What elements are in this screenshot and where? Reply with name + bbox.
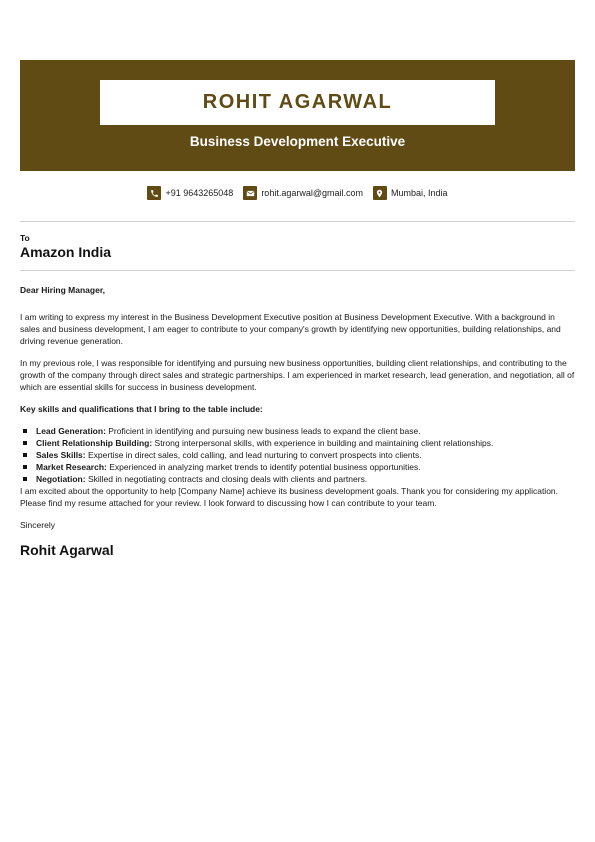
bullet-icon <box>23 477 27 481</box>
envelope-icon <box>243 186 257 200</box>
signature-name: Rohit Agarwal <box>20 542 114 558</box>
skill-item <box>20 437 576 449</box>
name-box <box>100 80 495 125</box>
divider-bottom <box>20 270 575 271</box>
contact-location <box>373 186 448 200</box>
paragraph: I am writing to express my interest in the Business Development Executive position at Business Development Executive. With a background in sales and business development, I am eager to contribute to your company's growth by identifying new opportunities, building relationships, and driving revenue generation. <box>20 312 561 346</box>
header-band <box>20 60 575 171</box>
skill-title: Client Relationship Building: <box>36 438 153 448</box>
skill-text: Experienced in analyzing market trends to identify potential business opportunities. <box>106 462 421 472</box>
phone-icon <box>147 186 161 200</box>
skill-title: Lead Generation: <box>36 426 106 436</box>
skill-item <box>20 461 576 473</box>
skill-text: Strong interpersonal skills, with experience in building and maintaining client relationships. <box>152 438 494 448</box>
salutation: Dear Hiring Manager, <box>20 285 106 295</box>
bullet-icon <box>23 429 27 433</box>
closing-paragraph: I am excited about the opportunity to help [Company Name] achieve its business development goals. Thank you for considering my application. Please find my resume attached for your review. I look forward to discussing how I can contribute to your team. <box>20 486 559 508</box>
skill-text: Proficient in identifying and pursuing new business leads to expand the client base. <box>105 426 421 436</box>
skill-title: Market Research: <box>36 462 107 472</box>
contact-email <box>243 186 363 200</box>
skill-item <box>20 473 576 485</box>
to-label: To <box>20 233 30 243</box>
bullet-icon <box>23 465 27 469</box>
contact-row <box>0 185 595 201</box>
paragraph: In my previous role, I was responsible for identifying and pursuing new business opportunities, building client relationships, and contributing to the growth of the company through direct sales and strategic partnerships. I am experienced in market research, lead generation, and negotiation, all of which are essential skills for success in business development. <box>20 358 575 392</box>
skill-text: Skilled in negotiating contracts and closing deals with clients and partners. <box>85 474 368 484</box>
recipient-company: Amazon India <box>20 244 112 260</box>
contact-phone <box>147 186 233 200</box>
bullet-icon <box>23 441 27 445</box>
divider-top <box>20 221 575 222</box>
job-title: Business Development Executive <box>189 134 406 149</box>
map-pin-icon <box>373 186 387 200</box>
location-text: Mumbai, India <box>390 188 448 198</box>
skills-list <box>20 425 576 485</box>
skill-title: Sales Skills: <box>36 450 86 460</box>
skill-title: Negotiation: <box>36 474 86 484</box>
email-text[interactable]: rohit.agarwal@gmail.com <box>261 188 363 198</box>
skill-item <box>20 425 576 437</box>
sign-off: Sincerely <box>20 520 55 530</box>
phone-text[interactable]: +91 9643265048 <box>165 188 234 198</box>
skill-item <box>20 449 576 461</box>
skill-text: Expertise in direct sales, cold calling, and lead nurturing to convert prospects into clients. <box>85 450 422 460</box>
applicant-name: ROHIT AGARWAL <box>202 91 393 113</box>
skills-heading: Key skills and qualifications that I bring to the table include: <box>20 404 263 414</box>
bullet-icon <box>23 453 27 457</box>
letter-body <box>20 284 576 556</box>
